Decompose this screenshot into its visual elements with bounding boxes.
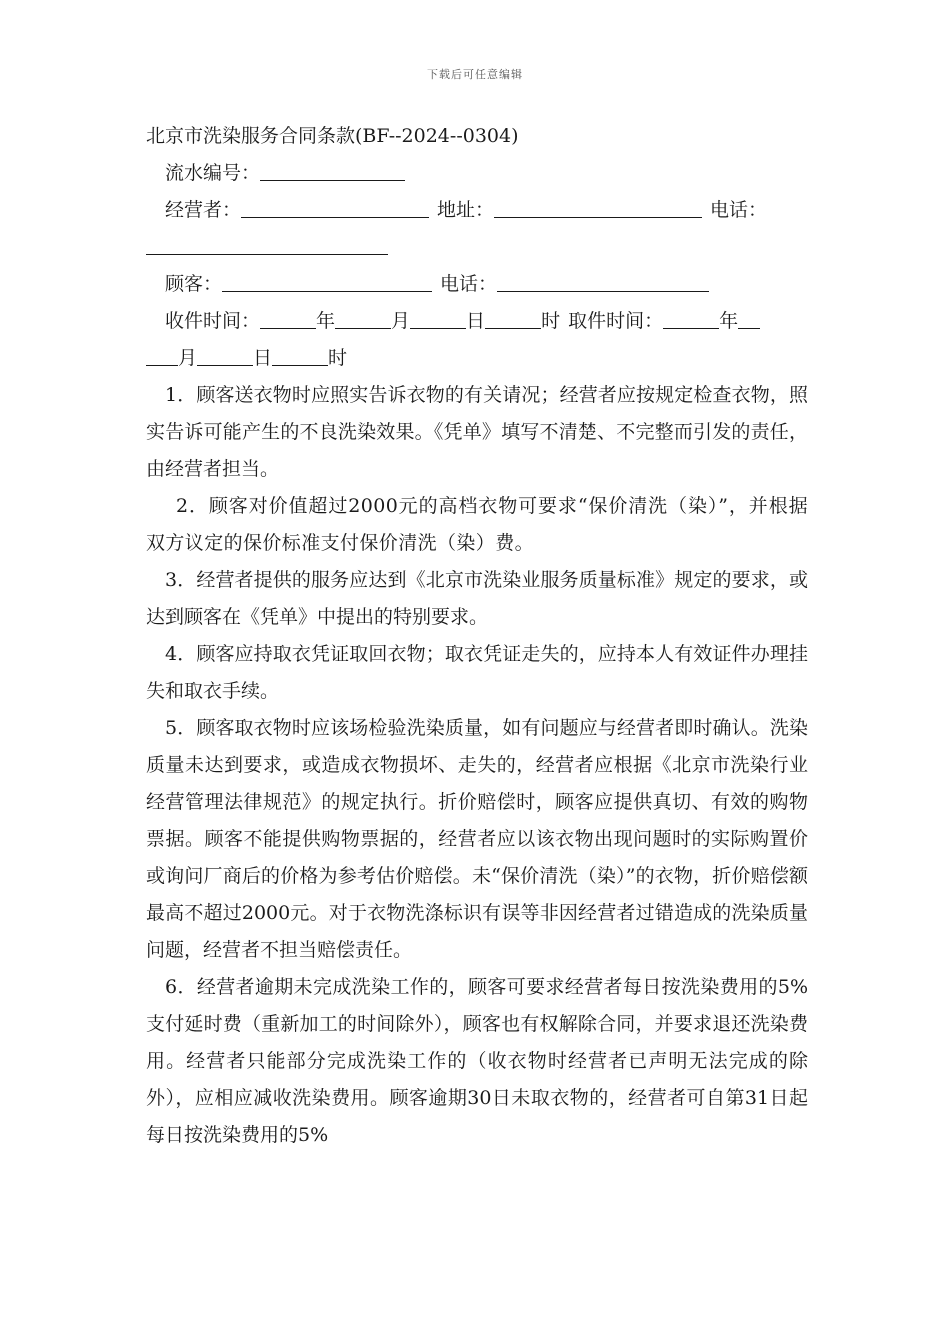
serial-number-blank — [260, 161, 405, 181]
serial-number-row — [146, 155, 808, 192]
year-label: 年 — [316, 310, 336, 332]
operator-phone-row — [146, 229, 808, 266]
clause-3: 3．经营者提供的服务应达到《北京市洗染业服务质量标准》规定的要求，或达到顾客在《凭单》中提出的特别要求。 — [146, 569, 808, 628]
receive-time-label: 收件时间： — [165, 310, 261, 332]
header-note: 下载后可任意编辑 — [427, 68, 523, 81]
clause-6: 6．经营者逾期未完成洗染工作的，顾客可要求经营者每日按洗染费用的5%支付延时费（重新加工的时间除外），顾客也有权解除合同，并要求退还洗染费用。经营者只能部分完成洗染工作的（收衣物时经营者已声明无法完成的除外），应相应减收洗染费用。顾客逾期30日未取衣物的，经营者可自第31日起每日按洗染费用的5% — [146, 976, 808, 1146]
customer-blank — [222, 272, 432, 292]
pickup-hour-blank — [272, 346, 328, 366]
clause-4: 4．顾客应持取衣凭证取回衣物；取衣凭证走失的，应持本人有效证件办理挂失和取衣手续。 — [146, 643, 808, 702]
operator-phone-blank — [146, 235, 388, 255]
customer-row — [146, 266, 808, 303]
receive-year-blank — [260, 309, 316, 329]
receive-time-row — [146, 303, 808, 340]
pickup-year-blank — [663, 309, 719, 329]
clause-2: 2．顾客对价值超过2000元的高档衣物可要求“保价清洗（染）”，并根据双方议定的保价标准支付保价清洗（染）费。 — [146, 495, 808, 554]
serial-number-label: 流水编号： — [165, 162, 261, 184]
pickup-month-blank-end — [146, 346, 178, 366]
customer-phone-blank — [497, 272, 709, 292]
receive-day-blank — [410, 309, 466, 329]
clause-1: 1．顾客送衣物时应照实告诉衣物的有关请况；经营者应按规定检查衣物，照实告诉可能产生的不良洗染效果。《凭单》填写不清楚、不完整而引发的责任，由经营者担当。 — [146, 384, 808, 480]
clause-5: 5．顾客取衣物时应该场检验洗染质量，如有问题应与经营者即时确认。洗染质量未达到要求，或造成衣物损坏、走失的，经营者应根据《北京市洗染行业经营管理法律规范》的规定执行。折价赔偿时，顾客应提供真切、有效的购物票据。顾客不能提供购物票据的，经营者应以该衣物出现问题时的实际购置价或询问厂商后的价格为参考估价赔偿。未“保价清洗（染）”的衣物，折价赔偿额最高不超过2000元。对于衣物洗涤标识有误等非因经营者过错造成的洗染质量问题，经营者不担当赔偿责任。 — [146, 717, 808, 961]
address-blank — [494, 198, 702, 218]
receive-hour-blank — [485, 309, 541, 329]
year-label: 年 — [719, 310, 739, 332]
pickup-day-blank — [197, 346, 253, 366]
receive-month-blank — [335, 309, 391, 329]
day-label: 日 — [253, 347, 273, 369]
pickup-month-blank-start — [738, 309, 760, 329]
contract-title: 北京市洗染服务合同条款(BF--2024--0304) — [146, 125, 519, 147]
contract-body — [146, 118, 808, 1154]
operator-row — [146, 192, 808, 229]
hour-label: 时 — [541, 310, 561, 332]
month-label: 月 — [391, 310, 411, 332]
operator-label: 经营者： — [165, 199, 242, 221]
customer-label: 顾客： — [165, 273, 223, 295]
pickup-time-row-cont — [146, 340, 808, 377]
day-label: 日 — [466, 310, 486, 332]
pickup-time-label: 取件时间： — [568, 310, 664, 332]
operator-blank — [241, 198, 429, 218]
operator-phone-label: 电话： — [710, 199, 768, 221]
hour-label: 时 — [328, 347, 348, 369]
address-label: 地址： — [437, 199, 495, 221]
customer-phone-label: 电话： — [440, 273, 498, 295]
month-label: 月 — [178, 347, 198, 369]
